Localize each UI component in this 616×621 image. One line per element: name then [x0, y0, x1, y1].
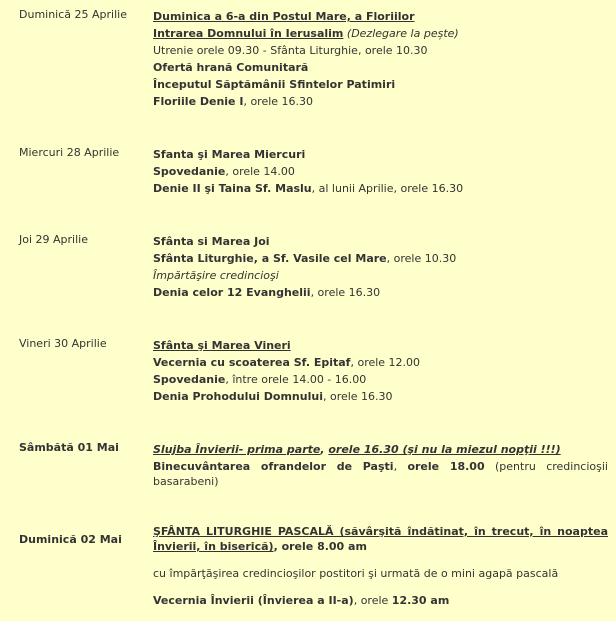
event-time: , al lunii Aprilie, orele 16.30	[311, 182, 464, 195]
date-label: Sâmbătă 01 Mai	[19, 441, 119, 454]
event-title-link[interactable]: Sfânta şi Marea Vineri	[153, 339, 291, 352]
event-time: , orele 16.30	[243, 95, 314, 108]
event-line: cu împărţăşirea credincioşilor postitori şi urmată de o mini agapă pascală	[153, 567, 559, 580]
event-time: , orele 8.00 am	[273, 540, 367, 553]
event-name: Binecuvântarea ofrandelor de Paşti	[153, 460, 394, 473]
event-note: (pentru credincioşii basarabeni)	[153, 460, 608, 488]
event-line-bold: Ofertă hrană Comunitară	[153, 61, 309, 74]
events-sunday-02	[153, 524, 608, 609]
event-title-link[interactable]: Duminica a 6-a din Postul Mare, a Floriilor	[153, 10, 415, 23]
event-time: , orele 16.30	[322, 390, 393, 403]
event-name: Sfânta Liturghie, a Sf. Vasile cel Mare	[153, 252, 387, 265]
event-note: (Dezlegare la pește)	[346, 27, 459, 40]
event-name: Vecernia Învierii (Învierea a II-a)	[153, 594, 354, 607]
event-title-link[interactable]: Slujba Învierii- prima parte	[153, 443, 321, 456]
separator: ,	[320, 443, 329, 456]
event-line-bold: Sfânta si Marea Joi	[153, 235, 270, 248]
separator: ,	[393, 460, 408, 473]
event-line-bold: Începutul Săptămânii Sfintelor Patimiri	[153, 78, 396, 91]
events	[153, 441, 608, 489]
date-label: Duminică 02 Mai	[19, 533, 122, 546]
event-time: , orele 14.00	[225, 165, 295, 178]
event-name: Spovedanie	[153, 373, 226, 386]
event-time: , orele 10.30	[386, 252, 457, 265]
date-label: Joi 29 Aprilie	[19, 233, 88, 246]
event-line-bold: Sfanta şi Marea Miercuri	[153, 148, 306, 161]
event-time: , între orele 14.00 - 16.00	[225, 373, 367, 386]
date-label: Vineri 30 Aprilie	[19, 337, 107, 350]
event-time: orele 18.00	[407, 460, 485, 473]
event-note: (şi nu la miezul nopţii !!!)	[398, 443, 561, 456]
event-name: Vecernia cu scoaterea Sf. Epitaf	[153, 356, 351, 369]
event-time: , orele 12.00	[350, 356, 421, 369]
event-time: 12.30 am	[391, 594, 450, 607]
event-name: Floriile Denie I	[153, 95, 244, 108]
event-time: orele 16.30	[328, 443, 399, 456]
events	[153, 337, 608, 405]
events	[153, 233, 608, 301]
event-name: Denie II şi Taina Sf. Maslu	[153, 182, 312, 195]
event-name: Denia Prohodului Domnului	[153, 390, 323, 403]
event-entry-link[interactable]: Intrarea Domnului în Ierusalim	[153, 27, 344, 40]
date-label: Miercuri 28 Aprilie	[19, 146, 120, 159]
event-name: Spovedanie	[153, 165, 226, 178]
events	[153, 146, 608, 197]
events	[153, 8, 608, 110]
event-line: Utrenie orele 09.30 - Sfânta Liturghie, orele 10.30	[153, 44, 428, 57]
separator: , orele	[353, 594, 392, 607]
event-note: (săvârşită îndătinat, în trecut, în noaptea Învierii, în biserică)	[153, 525, 608, 553]
event-note: Împărtăşire credincioşi	[153, 269, 279, 282]
event-title-link[interactable]: ŞFÂNTA LITURGHIE PASCALĂ	[153, 525, 334, 538]
event-name: Denia celor 12 Evanghelii	[153, 286, 311, 299]
date-label: Duminică 25 Aprilie	[19, 8, 127, 21]
event-time: , orele 16.30	[310, 286, 381, 299]
